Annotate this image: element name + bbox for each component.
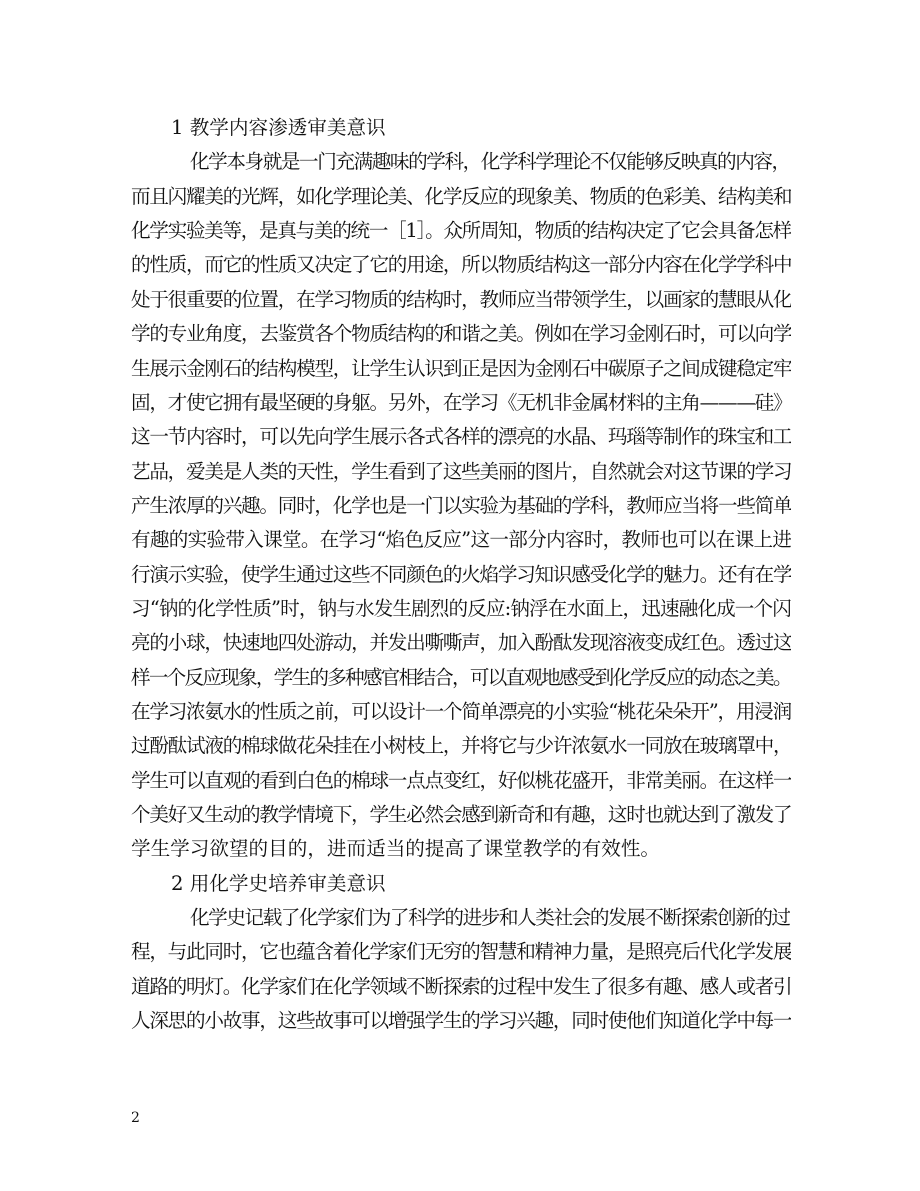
paragraph-line: 生展示金刚石的结构模型，让学生认识到正是因为金刚石中碳原子之间成键稳定牢	[131, 356, 791, 380]
paragraph-first-line: 化学本身就是一门充满趣味的学科，化学科学理论不仅能够反映真的内容，	[190, 150, 790, 174]
paragraph-line: 样一个反应现象，学生的多种感官相结合，可以直观地感受到化学反应的动态之美。	[131, 665, 791, 689]
paragraph-line: 行演示实验，使学生通过这些不同颜色的火焰学习知识感受化学的魅力。还有在学	[131, 562, 791, 586]
paragraph-line: 艺品，爱美是人类的天性，学生看到了这些美丽的图片，自然就会对这节课的学习	[131, 459, 791, 483]
paragraph-line: 亮的小球，快速地四处游动，并发出嘶嘶声，加入酚酞发现溶液变成红色。透过这	[131, 631, 791, 655]
paragraph-line: 固，才使它拥有最坚硬的身躯。另外，在学习《无机非金属材料的主角———硅》	[131, 390, 791, 414]
paragraph-line: 在学习浓氨水的性质之前，可以设计一个简单漂亮的小实验“桃花朵朵开”，用浸润	[131, 700, 791, 723]
section-heading: 2 用化学史培养审美意识	[171, 871, 386, 895]
paragraph-line: 学生学习欲望的目的，进而适当的提高了课堂教学的有效性。	[131, 837, 661, 861]
paragraph-line: 而且闪耀美的光辉，如化学理论美、化学反应的现象美、物质的色彩美、结构美和	[131, 184, 791, 208]
paragraph-line: 学生可以直观的看到白色的棉球一点点变红，好似桃花盛开，非常美丽。在这样一	[131, 768, 791, 792]
paragraph-line: 学的专业角度，去鉴赏各个物质结构的和谐之美。例如在学习金刚石时，可以向学	[131, 322, 791, 346]
paragraph-line: 习“钠的化学性质”时，钠与水发生剧烈的反应:钠浮在水面上，迅速融化成一个闪	[131, 596, 791, 620]
paragraph-first-line: 化学史记载了化学家们为了科学的进步和人类社会的发展不断探索创新的过	[190, 906, 790, 930]
paragraph-line: 处于很重要的位置，在学习物质的结构时，教师应当带领学生，以画家的慧眼从化	[131, 287, 791, 311]
paragraph-line: 道路的明灯。化学家们在化学领域不断探索的过程中发生了很多有趣、感人或者引	[131, 974, 791, 998]
paragraph-line: 人深思的小故事，这些故事可以增强学生的学习兴趣，同时使他们知道化学中每一	[131, 1009, 791, 1033]
paragraph-line: 化学实验美等，是真与美的统一［1］。众所周知，物质的结构决定了它会具备怎样	[131, 219, 791, 243]
paragraph-line: 产生浓厚的兴趣。同时，化学也是一门以实验为基础的学科，教师应当将一些简单	[131, 493, 791, 517]
paragraph-line: 有趣的实验带入课堂。在学习“焰色反应”这一部分内容时，教师也可以在课上进	[131, 528, 791, 552]
paragraph-line: 的性质，而它的性质又决定了它的用途，所以物质结构这一部分内容在化学学科中	[131, 253, 791, 277]
page-number: 2	[131, 1110, 140, 1126]
paragraph-line: 程，与此同时，它也蕴含着化学家们无穷的智慧和精神力量，是照亮后代化学发展	[131, 940, 791, 964]
paragraph-line: 这一节内容时，可以先向学生展示各式各样的漂亮的水晶、玛瑙等制作的珠宝和工	[131, 425, 791, 449]
paragraph-line: 个美好又生动的教学情境下，学生必然会感到新奇和有趣，这时也就达到了激发了	[131, 803, 791, 826]
paragraph-line: 过酚酞试液的棉球做花朵挂在小树枝上，并将它与少许浓氨水一同放在玻璃罩中，	[131, 734, 791, 758]
section-heading: 1 教学内容渗透审美意识	[171, 116, 386, 139]
